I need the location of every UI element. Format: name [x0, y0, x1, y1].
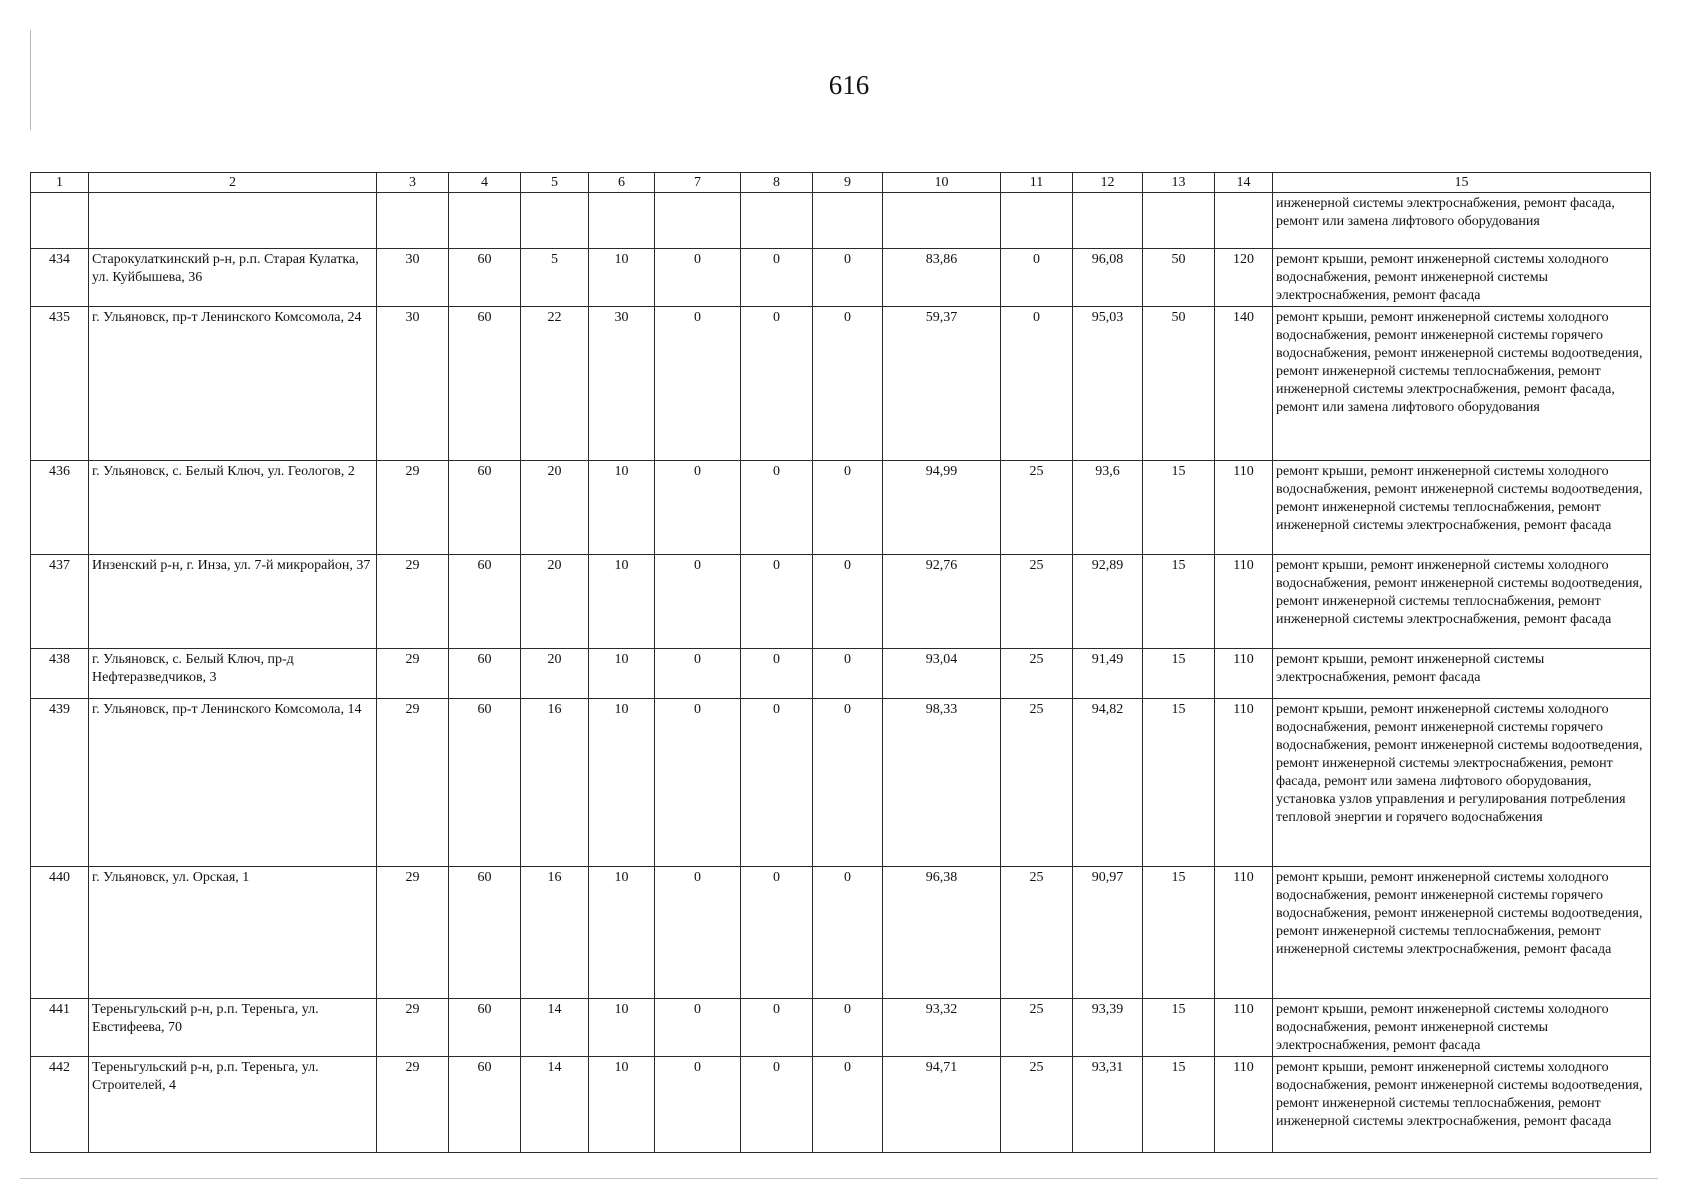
- works-cell: ремонт крыши, ремонт инженерной системы холодного водоснабжения, ремонт инженерной системы горячего водоснабжения, ремонт инженерной системы водоотведения, ремонт инженерной системы теплоснабжения, ремонт инженерной системы электроснабжения, ремонт фасада, ремонт или замена лифтового оборудования: [1273, 307, 1651, 461]
- value-cell: 110: [1215, 867, 1273, 999]
- value-cell: 59,37: [883, 307, 1001, 461]
- value-cell: 20: [521, 555, 589, 649]
- row-number-cell: 442: [31, 1057, 89, 1153]
- column-header: 6: [589, 173, 655, 193]
- address-cell: Тереньгульский р-н, р.п. Тереньга, ул. Евстифеева, 70: [89, 999, 377, 1057]
- column-header: 7: [655, 173, 741, 193]
- value-cell: 60: [449, 249, 521, 307]
- value-cell: 0: [1001, 307, 1073, 461]
- value-cell: [1001, 193, 1073, 249]
- address-cell: г. Ульяновск, пр-т Ленинского Комсомола, 24: [89, 307, 377, 461]
- works-cell: инженерной системы электроснабжения, ремонт фасада, ремонт или замена лифтового оборудования: [1273, 193, 1651, 249]
- value-cell: 14: [521, 999, 589, 1057]
- value-cell: 92,76: [883, 555, 1001, 649]
- value-cell: 25: [1001, 649, 1073, 699]
- value-cell: 25: [1001, 999, 1073, 1057]
- register-table-container: [30, 172, 1651, 1153]
- value-cell: 96,38: [883, 867, 1001, 999]
- column-header: 11: [1001, 173, 1073, 193]
- value-cell: 0: [813, 1057, 883, 1153]
- address-cell: [89, 193, 377, 249]
- row-number-cell: [31, 193, 89, 249]
- value-cell: [589, 193, 655, 249]
- value-cell: 60: [449, 1057, 521, 1153]
- row-number-cell: 438: [31, 649, 89, 699]
- value-cell: 0: [655, 867, 741, 999]
- value-cell: 110: [1215, 461, 1273, 555]
- column-header: 13: [1143, 173, 1215, 193]
- column-header: 2: [89, 173, 377, 193]
- value-cell: 15: [1143, 999, 1215, 1057]
- value-cell: 0: [655, 555, 741, 649]
- works-cell: ремонт крыши, ремонт инженерной системы электроснабжения, ремонт фасада: [1273, 649, 1651, 699]
- column-header: 14: [1215, 173, 1273, 193]
- value-cell: 10: [589, 699, 655, 867]
- value-cell: 0: [741, 249, 813, 307]
- value-cell: 110: [1215, 649, 1273, 699]
- column-header: 15: [1273, 173, 1651, 193]
- value-cell: 10: [589, 461, 655, 555]
- value-cell: 25: [1001, 699, 1073, 867]
- value-cell: 20: [521, 649, 589, 699]
- value-cell: 0: [1001, 249, 1073, 307]
- row-number-cell: 437: [31, 555, 89, 649]
- column-header: 9: [813, 173, 883, 193]
- column-header: 4: [449, 173, 521, 193]
- value-cell: [741, 193, 813, 249]
- value-cell: [1215, 193, 1273, 249]
- value-cell: 15: [1143, 461, 1215, 555]
- value-cell: 15: [1143, 699, 1215, 867]
- value-cell: 96,08: [1073, 249, 1143, 307]
- address-cell: г. Ульяновск, ул. Орская, 1: [89, 867, 377, 999]
- row-number-cell: 439: [31, 699, 89, 867]
- value-cell: 0: [813, 461, 883, 555]
- value-cell: 0: [813, 555, 883, 649]
- table-row: [31, 461, 1651, 555]
- value-cell: 60: [449, 307, 521, 461]
- value-cell: 60: [449, 461, 521, 555]
- table-row: [31, 1057, 1651, 1153]
- value-cell: 10: [589, 649, 655, 699]
- works-cell: ремонт крыши, ремонт инженерной системы холодного водоснабжения, ремонт инженерной системы горячего водоснабжения, ремонт инженерной системы водоотведения, ремонт инженерной системы теплоснабжения, ремонт инженерной системы электроснабжения, ремонт фасада: [1273, 867, 1651, 999]
- row-number-cell: 436: [31, 461, 89, 555]
- table-row: [31, 307, 1651, 461]
- table-row: [31, 649, 1651, 699]
- value-cell: 22: [521, 307, 589, 461]
- value-cell: 15: [1143, 1057, 1215, 1153]
- value-cell: 0: [813, 307, 883, 461]
- value-cell: 30: [589, 307, 655, 461]
- value-cell: 110: [1215, 999, 1273, 1057]
- value-cell: 0: [741, 699, 813, 867]
- value-cell: [449, 193, 521, 249]
- value-cell: 29: [377, 649, 449, 699]
- value-cell: [377, 193, 449, 249]
- value-cell: 0: [655, 307, 741, 461]
- row-number-cell: 434: [31, 249, 89, 307]
- value-cell: 30: [377, 307, 449, 461]
- works-cell: ремонт крыши, ремонт инженерной системы холодного водоснабжения, ремонт инженерной системы водоотведения, ремонт инженерной системы теплоснабжения, ремонт инженерной системы электроснабжения, ремонт фасада: [1273, 461, 1651, 555]
- value-cell: 10: [589, 249, 655, 307]
- value-cell: [883, 193, 1001, 249]
- address-cell: г. Ульяновск, с. Белый Ключ, пр-д Нефтеразведчиков, 3: [89, 649, 377, 699]
- works-cell: ремонт крыши, ремонт инженерной системы холодного водоснабжения, ремонт инженерной системы водоотведения, ремонт инженерной системы теплоснабжения, ремонт инженерной системы электроснабжения, ремонт фасада: [1273, 555, 1651, 649]
- value-cell: 25: [1001, 555, 1073, 649]
- value-cell: [655, 193, 741, 249]
- value-cell: 110: [1215, 699, 1273, 867]
- table-row: [31, 249, 1651, 307]
- value-cell: 0: [741, 1057, 813, 1153]
- value-cell: 93,32: [883, 999, 1001, 1057]
- works-cell: ремонт крыши, ремонт инженерной системы холодного водоснабжения, ремонт инженерной системы электроснабжения, ремонт фасада: [1273, 249, 1651, 307]
- value-cell: 0: [813, 249, 883, 307]
- value-cell: 98,33: [883, 699, 1001, 867]
- table-row: [31, 867, 1651, 999]
- value-cell: 10: [589, 867, 655, 999]
- column-number-header-row: [31, 173, 1651, 193]
- value-cell: 29: [377, 1057, 449, 1153]
- value-cell: 15: [1143, 867, 1215, 999]
- value-cell: 50: [1143, 249, 1215, 307]
- value-cell: 60: [449, 999, 521, 1057]
- value-cell: 10: [589, 1057, 655, 1153]
- table-row: [31, 999, 1651, 1057]
- value-cell: 0: [655, 249, 741, 307]
- value-cell: 0: [741, 555, 813, 649]
- address-cell: Инзенский р-н, г. Инза, ул. 7-й микрорайон, 37: [89, 555, 377, 649]
- table-row: [31, 699, 1651, 867]
- value-cell: 29: [377, 461, 449, 555]
- table-row: [31, 555, 1651, 649]
- value-cell: 15: [1143, 649, 1215, 699]
- value-cell: 0: [655, 999, 741, 1057]
- address-cell: г. Ульяновск, пр-т Ленинского Комсомола, 14: [89, 699, 377, 867]
- page-number: 616: [828, 70, 870, 100]
- value-cell: 50: [1143, 307, 1215, 461]
- register-table: [30, 172, 1651, 1153]
- value-cell: 0: [655, 1057, 741, 1153]
- value-cell: 10: [589, 555, 655, 649]
- value-cell: 60: [449, 699, 521, 867]
- value-cell: 25: [1001, 1057, 1073, 1153]
- value-cell: 29: [377, 999, 449, 1057]
- scan-bottom-line: [20, 1178, 1658, 1179]
- value-cell: 92,89: [1073, 555, 1143, 649]
- value-cell: 0: [655, 461, 741, 555]
- value-cell: 29: [377, 699, 449, 867]
- value-cell: 0: [741, 999, 813, 1057]
- value-cell: 30: [377, 249, 449, 307]
- value-cell: 95,03: [1073, 307, 1143, 461]
- value-cell: 60: [449, 867, 521, 999]
- value-cell: 0: [741, 649, 813, 699]
- value-cell: 0: [813, 867, 883, 999]
- value-cell: 0: [655, 649, 741, 699]
- row-number-cell: 435: [31, 307, 89, 461]
- value-cell: 15: [1143, 555, 1215, 649]
- value-cell: 25: [1001, 461, 1073, 555]
- value-cell: 0: [813, 699, 883, 867]
- value-cell: [813, 193, 883, 249]
- value-cell: 29: [377, 867, 449, 999]
- value-cell: 140: [1215, 307, 1273, 461]
- column-header: 8: [741, 173, 813, 193]
- value-cell: [521, 193, 589, 249]
- value-cell: 0: [741, 461, 813, 555]
- register-table-body: [31, 173, 1651, 1153]
- works-cell: ремонт крыши, ремонт инженерной системы холодного водоснабжения, ремонт инженерной системы электроснабжения, ремонт фасада: [1273, 999, 1651, 1057]
- value-cell: 110: [1215, 1057, 1273, 1153]
- value-cell: 60: [449, 555, 521, 649]
- table-row: [31, 193, 1651, 249]
- value-cell: [1143, 193, 1215, 249]
- row-number-cell: 441: [31, 999, 89, 1057]
- value-cell: 93,04: [883, 649, 1001, 699]
- address-cell: Тереньгульский р-н, р.п. Тереньга, ул. Строителей, 4: [89, 1057, 377, 1153]
- value-cell: 0: [741, 307, 813, 461]
- value-cell: 16: [521, 867, 589, 999]
- row-number-cell: 440: [31, 867, 89, 999]
- value-cell: 120: [1215, 249, 1273, 307]
- value-cell: 20: [521, 461, 589, 555]
- value-cell: 91,49: [1073, 649, 1143, 699]
- value-cell: 29: [377, 555, 449, 649]
- works-cell: ремонт крыши, ремонт инженерной системы холодного водоснабжения, ремонт инженерной системы горячего водоснабжения, ремонт инженерной системы водоотведения, ремонт инженерной системы электроснабжения, ремонт фасада, ремонт или замена лифтового оборудования, установка узлов управления и регулирования потребления тепловой энергии и горячего водоснабжения: [1273, 699, 1651, 867]
- value-cell: 16: [521, 699, 589, 867]
- value-cell: 83,86: [883, 249, 1001, 307]
- value-cell: 94,82: [1073, 699, 1143, 867]
- value-cell: 94,99: [883, 461, 1001, 555]
- value-cell: 93,31: [1073, 1057, 1143, 1153]
- value-cell: 94,71: [883, 1057, 1001, 1153]
- column-header: 1: [31, 173, 89, 193]
- value-cell: 10: [589, 999, 655, 1057]
- value-cell: 5: [521, 249, 589, 307]
- value-cell: 93,39: [1073, 999, 1143, 1057]
- value-cell: 0: [741, 867, 813, 999]
- column-header: 3: [377, 173, 449, 193]
- value-cell: [1073, 193, 1143, 249]
- value-cell: 93,6: [1073, 461, 1143, 555]
- value-cell: 110: [1215, 555, 1273, 649]
- address-cell: г. Ульяновск, с. Белый Ключ, ул. Геологов, 2: [89, 461, 377, 555]
- column-header: 5: [521, 173, 589, 193]
- column-header: 12: [1073, 173, 1143, 193]
- value-cell: 0: [655, 699, 741, 867]
- value-cell: 14: [521, 1057, 589, 1153]
- value-cell: 0: [813, 999, 883, 1057]
- value-cell: 90,97: [1073, 867, 1143, 999]
- value-cell: 0: [813, 649, 883, 699]
- address-cell: Старокулаткинский р-н, р.п. Старая Кулатка, ул. Куйбышева, 36: [89, 249, 377, 307]
- value-cell: 25: [1001, 867, 1073, 999]
- column-header: 10: [883, 173, 1001, 193]
- value-cell: 60: [449, 649, 521, 699]
- works-cell: ремонт крыши, ремонт инженерной системы холодного водоснабжения, ремонт инженерной системы водоотведения, ремонт инженерной системы теплоснабжения, ремонт инженерной системы электроснабжения, ремонт фасада: [1273, 1057, 1651, 1153]
